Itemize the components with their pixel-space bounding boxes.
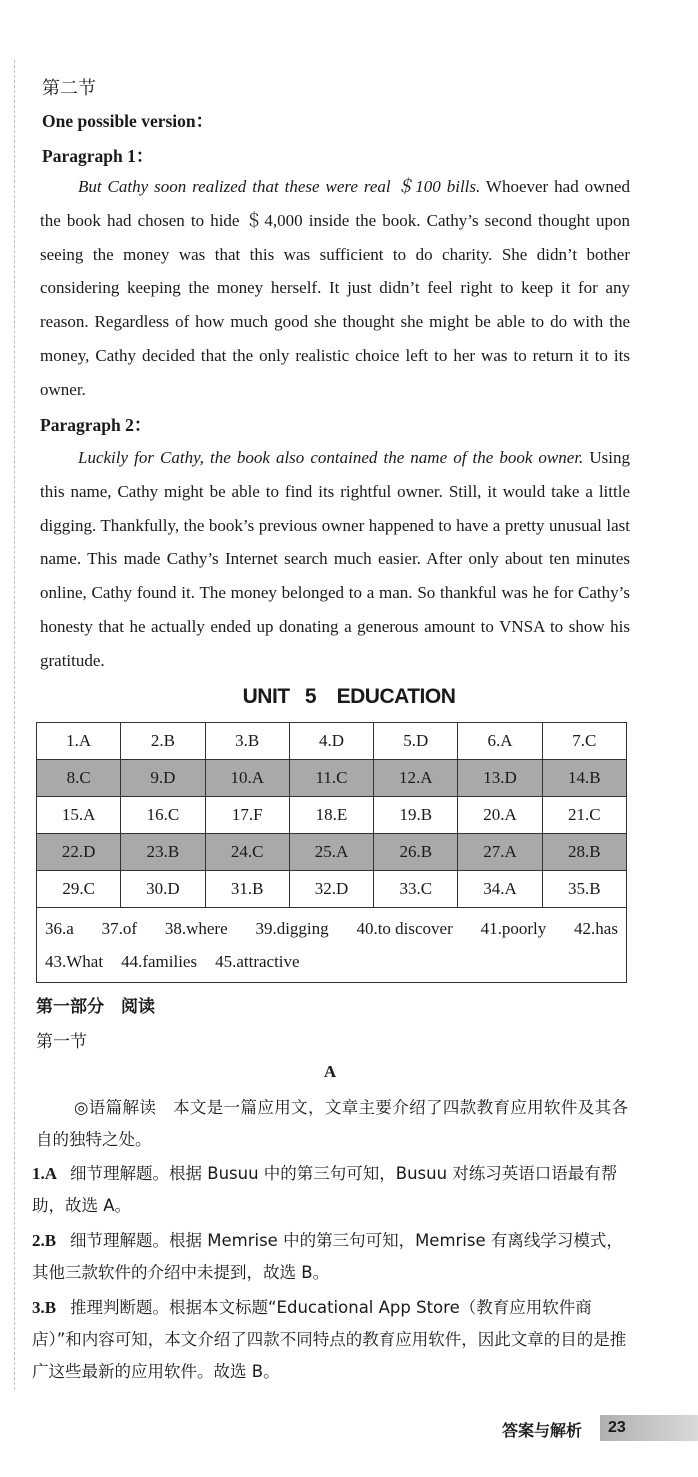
answer-explanation <box>32 1292 632 1388</box>
paragraph-2-body: Using this name, Cathy might be able to find its rightful owner. Still, it would take a little digging. Thankfully, the book’s previous owner happened to have a pretty unusual last name. This made Cathy’s Internet search much easier. After only about ten minutes online, Cathy found it. The money belonged to a man. So thankful was he for Cathy’s honesty that he actually ended up donating a generous amount to VNSA to show his gratitude. <box>40 448 631 670</box>
paragraph-2-label: Paragraph 2： <box>40 415 152 435</box>
answer-cell: 12.A <box>374 760 458 797</box>
blanks-line-2 <box>45 945 618 978</box>
blanks-line-1 <box>45 912 618 945</box>
answer-explanation <box>32 1158 632 1222</box>
answer-cell: 28.B <box>542 834 626 871</box>
unit-title: UNIT 5 EDUCATION <box>242 685 456 708</box>
answer-cell: 9.D <box>121 760 205 797</box>
answer-cell: 35.B <box>542 871 626 908</box>
answer-text: 推理判断题。根据本文标题“Educational App Store（教育应用软件商店）”和内容可知，本文介绍了四款不同特点的教育应用软件，因此文章的目的是推广这些最新的应用软件。故选 B。 <box>32 1298 627 1381</box>
answer-cell: 16.C <box>121 797 205 834</box>
blanks-row <box>37 908 627 983</box>
passage-intro: ◎语篇解读 本文是一篇应用文，文章主要介绍了四款教育应用软件及其各自的独特之处。 <box>36 1098 628 1149</box>
part-1-heading: 第一部分 阅读 <box>36 997 155 1017</box>
answer-cell: 6.A <box>458 723 542 760</box>
answer-cell: 3.B <box>205 723 289 760</box>
answer-cell: 10.A <box>205 760 289 797</box>
answer-cell: 20.A <box>458 797 542 834</box>
blank-answer: 42.has <box>574 919 618 938</box>
blank-answer: 44.families <box>121 952 198 971</box>
paragraph-1-body: Whoever had owned the book had chosen to hide ＄4,000 inside the book. Cathy’s second thought upon seeing the money was that this was sufficient to do charity. She didn’t bother considering keeping the money herself. It just didn’t feel right to keep it for any reason. Regardless of how much good she thought she might be able to do with the money, Cathy decided that the only realistic choice left to her was to return it to its owner. <box>40 177 630 399</box>
paragraph-2-opening: Luckily for Cathy, the book also contained the name of the book owner. <box>78 448 584 467</box>
answer-cell: 5.D <box>374 723 458 760</box>
section-2-heading: 第二节 <box>42 78 96 99</box>
answer-number: 2.B <box>32 1231 57 1250</box>
passage-letter: A <box>323 1062 337 1081</box>
footer-label: 答案与解析 <box>502 1421 583 1440</box>
answer-cell: 1.A <box>37 723 121 760</box>
answer-cell: 34.A <box>458 871 542 908</box>
answer-number: 1.A <box>32 1164 58 1183</box>
blank-answer: 36.a <box>45 919 74 938</box>
paragraph-1 <box>40 170 630 407</box>
answer-cell: 11.C <box>289 760 373 797</box>
answer-row <box>37 871 627 908</box>
answer-cell: 7.C <box>542 723 626 760</box>
answer-cell: 23.B <box>121 834 205 871</box>
blank-answer: 38.where <box>164 919 228 938</box>
answer-explanation <box>32 1225 632 1289</box>
answer-table <box>36 722 627 983</box>
answer-cell: 29.C <box>37 871 121 908</box>
answer-cell: 2.B <box>121 723 205 760</box>
paragraph-2 <box>40 441 630 678</box>
answer-cell: 22.D <box>37 834 121 871</box>
margin-dashed-line <box>14 60 15 1390</box>
answer-row <box>37 723 627 760</box>
paragraph-1-opening: But Cathy soon realized that these were real ＄100 bills. <box>78 177 481 196</box>
paragraph-1-label: Paragraph 1： <box>42 146 154 166</box>
answer-cell: 30.D <box>121 871 205 908</box>
blank-answer: 43.What <box>45 952 104 971</box>
answer-cell: 24.C <box>205 834 289 871</box>
blank-answer: 45.attractive <box>215 952 300 971</box>
answer-cell: 33.C <box>374 871 458 908</box>
answer-cell: 19.B <box>374 797 458 834</box>
answer-cell: 17.F <box>205 797 289 834</box>
answer-row <box>37 797 627 834</box>
answer-cell: 8.C <box>37 760 121 797</box>
answer-cell: 14.B <box>542 760 626 797</box>
answer-cell: 31.B <box>205 871 289 908</box>
answer-cell: 25.A <box>289 834 373 871</box>
answer-row <box>37 760 627 797</box>
answer-cell: 18.E <box>289 797 373 834</box>
answer-cell: 32.D <box>289 871 373 908</box>
answer-text: 细节理解题。根据 Memrise 中的第三句可知，Memrise 有离线学习模式，其他三款软件的介绍中未提到，故选 B。 <box>32 1231 623 1282</box>
answer-cell: 26.B <box>374 834 458 871</box>
answer-text: 细节理解题。根据 Busuu 中的第三句可知，Busuu 对练习英语口语最有帮助，故选 A。 <box>32 1164 618 1215</box>
blank-answer: 41.poorly <box>480 919 547 938</box>
version-label: One possible version： <box>42 111 214 131</box>
answer-cell: 27.A <box>458 834 542 871</box>
answer-number: 3.B <box>32 1298 57 1317</box>
blanks-cell <box>37 908 627 983</box>
blank-answer: 37.of <box>101 919 138 938</box>
blank-answer: 40.to discover <box>356 919 453 938</box>
page-number: 23 <box>600 1415 698 1441</box>
answer-cell: 15.A <box>37 797 121 834</box>
answer-row <box>37 834 627 871</box>
part-1-section: 第一节 <box>36 1032 87 1052</box>
answer-cell: 4.D <box>289 723 373 760</box>
blank-answer: 39.digging <box>255 919 329 938</box>
answer-cell: 21.C <box>542 797 626 834</box>
answer-cell: 13.D <box>458 760 542 797</box>
